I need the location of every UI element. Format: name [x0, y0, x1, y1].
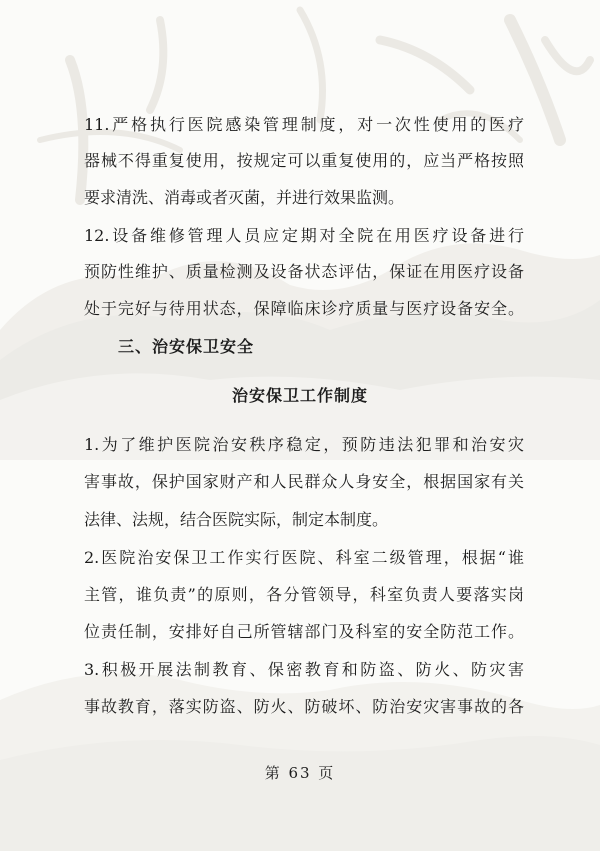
item-2-line-3: 位责任制，安排好自己所管辖部门及科室的安全防范工作。 [84, 622, 524, 641]
item-3-line-2: 事故教育，落实防盗、防火、防破坏、防治安灾害事故的各 [84, 697, 524, 716]
item-1-line-3: 法律、法规，结合医院实际，制定本制度。 [84, 510, 389, 529]
paragraph-12-line-3: 处于完好与待用状态，保障临床诊疗质量与医疗设备安全。 [84, 299, 524, 318]
item-1-line-1: 1.为了维护医院治安秩序稳定，预防违法犯罪和治安灾 [84, 435, 524, 454]
paragraph-11-line-1: 11.严格执行医院感染管理制度，对一次性使用的医疗 [84, 115, 524, 134]
document-title: 治安保卫工作制度 [231, 386, 368, 405]
paragraph-12-line-1: 12.设备维修管理人员应定期对全院在用医疗设备进行 [84, 226, 524, 245]
section-heading: 三、治安保卫安全 [118, 337, 255, 356]
paragraph-11-line-2: 器械不得重复使用，按规定可以重复使用的，应当严格按照 [84, 151, 524, 170]
paragraph-11-line-3: 要求清洗、消毒或者灭菌，并进行效果监测。 [84, 188, 405, 207]
item-1-line-2: 害事故，保护国家财产和人民群众人身安全，根据国家有关 [84, 472, 524, 491]
page-number: 第 63 页 [264, 764, 336, 782]
item-2-line-1: 2.医院治安保卫工作实行医院、科室二级管理，根据“谁 [84, 548, 524, 567]
paragraph-12-line-2: 预防性维护、质量检测及设备状态评估，保证在用医疗设备 [84, 262, 524, 281]
item-3-line-1: 3.积极开展法制教育、保密教育和防盗、防火、防灾害 [84, 660, 524, 679]
item-2-line-2: 主管，谁负责”的原则，各分管领导，科室负责人要落实岗 [84, 585, 524, 604]
